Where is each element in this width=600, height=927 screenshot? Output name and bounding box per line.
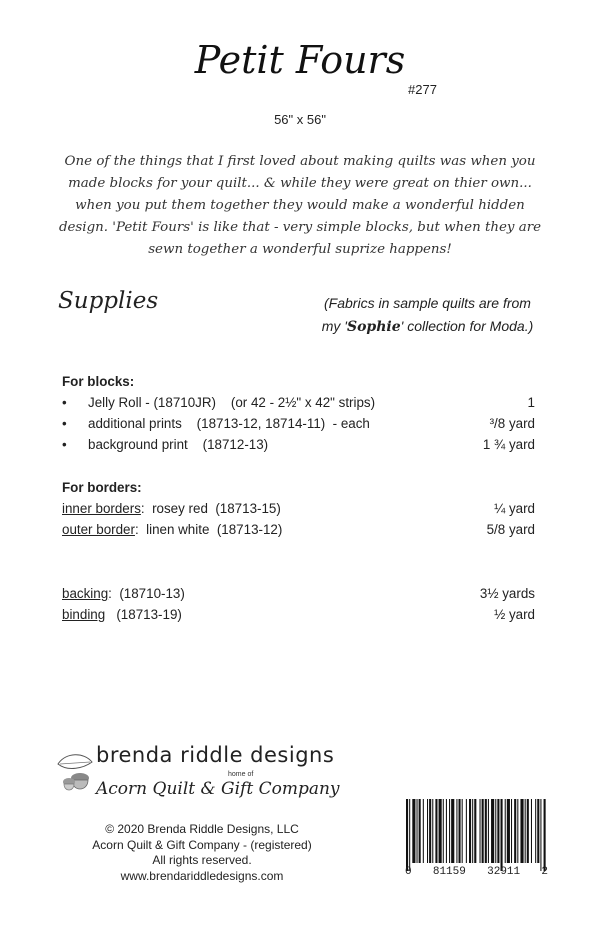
barcode-bar — [406, 799, 408, 871]
barcode-bar — [456, 799, 457, 863]
fabric-note-brand: Sophie — [346, 319, 401, 335]
barcode-bar — [409, 799, 410, 871]
fabric-note — [300, 292, 555, 339]
barcode-bar — [535, 799, 536, 863]
supply-label-underlined: outer border — [62, 522, 135, 537]
blocks-heading: For blocks: — [62, 374, 135, 389]
barcode-bar — [432, 799, 433, 863]
supply-label: background print (18712-13) — [88, 437, 269, 452]
supply-amount: 1 ¾ yard — [482, 437, 535, 452]
pattern-number: #277 — [408, 82, 437, 97]
barcode-bar — [439, 799, 442, 863]
barcode-bar — [419, 799, 421, 863]
barcode-bar — [520, 799, 523, 863]
supply-amount: 1 — [527, 395, 535, 410]
barcode-bar — [459, 799, 461, 863]
barcode-bar — [517, 799, 518, 863]
supplies-heading: Supplies — [58, 288, 159, 314]
barcode-bar — [435, 799, 437, 863]
copyright-block — [82, 822, 322, 884]
logo-brand-name: brenda riddle designs — [96, 743, 335, 767]
logo-company-name: Acorn Quilt & Gift Company — [96, 779, 340, 799]
pattern-title: Petit Fours — [194, 38, 406, 82]
copyright-line: © 2020 Brenda Riddle Designs, LLC — [105, 822, 299, 836]
barcode-bar — [451, 799, 454, 863]
list-item — [62, 604, 535, 625]
barcode-bar — [417, 799, 418, 863]
fabric-note-line1: (Fabrics in sample quilts are from — [324, 295, 531, 311]
supply-amount: ½ yard — [494, 607, 535, 622]
barcode-bar — [514, 799, 516, 863]
barcode-bar — [472, 799, 473, 863]
list-item — [62, 413, 535, 434]
list-item — [62, 519, 535, 540]
fabric-note-line2 — [300, 315, 555, 339]
barcode-bar — [531, 799, 532, 863]
supply-label: additional prints (18713-12, 18714-11) - each — [88, 416, 370, 431]
bullet: • — [62, 395, 67, 410]
barcode-bar — [423, 799, 424, 863]
barcode-bar — [505, 799, 506, 863]
barcode-bar — [540, 799, 541, 871]
supply-label: : rosey red (18713-15) — [140, 501, 281, 516]
barcode-bar — [480, 799, 481, 863]
barcode-bar — [466, 799, 467, 863]
fabric-note-rest: ' collection for Moda.) — [400, 318, 534, 334]
barcode-bar — [469, 799, 471, 863]
barcode-bar — [443, 799, 444, 863]
barcode-digit-group: 81159 — [432, 866, 466, 878]
borders-heading: For borders: — [62, 480, 142, 495]
barcode-bar — [497, 799, 499, 863]
fabric-note-my: my ' — [321, 318, 347, 334]
barcode-digits — [405, 866, 548, 878]
bullet: • — [62, 437, 67, 452]
supply-amount: 5/8 yard — [486, 522, 535, 537]
bullet: • — [62, 416, 67, 431]
barcode-bar — [501, 799, 503, 871]
barcode-bar — [429, 799, 431, 863]
list-item — [62, 434, 535, 455]
supply-label: : linen white (18713-12) — [134, 522, 283, 537]
barcode-bar — [474, 799, 476, 863]
barcode-bar — [488, 799, 489, 863]
barcode-bar — [525, 799, 526, 863]
supply-label-underlined: binding — [62, 607, 106, 622]
supply-label-underlined: backing — [62, 586, 109, 601]
barcode-bar — [544, 799, 546, 871]
supply-label: : (18710-13) — [108, 586, 185, 601]
barcode-bar — [482, 799, 484, 863]
barcode-bar — [537, 799, 539, 863]
barcode-bar — [412, 799, 415, 863]
list-item — [62, 498, 535, 519]
supply-label-underlined: inner borders — [62, 501, 141, 516]
barcode-bar — [495, 799, 496, 863]
barcode-bar — [527, 799, 529, 863]
list-item — [62, 392, 535, 413]
quilt-size: 56" x 56" — [274, 112, 326, 127]
barcode-bar — [507, 799, 510, 863]
supply-label: (18713-19) — [105, 607, 182, 622]
barcode-bar — [427, 799, 428, 863]
website-link: www.brendariddledesigns.com — [120, 868, 284, 883]
barcode-bar — [511, 799, 512, 863]
barcode-bar — [446, 799, 447, 863]
supply-label: Jelly Roll - (18710JR) (or 42 - 2½" x 42" strips) — [88, 395, 376, 410]
list-item — [62, 583, 535, 604]
intro-paragraph: One of the things that I first loved about making quilts was when you made blocks for your quilt... & while they were great on thier own... when you put them together they would make a wonderful hidden design. 'Petit Fours' is like that - very simple blocks, but when they are sewn together a wonderful suprize happens! — [58, 154, 542, 257]
barcode-bar — [462, 799, 463, 863]
supply-amount: ³/8 yard — [489, 416, 535, 431]
logo-home-of: home of — [228, 771, 254, 778]
barcode-digit-group: 32911 — [487, 866, 521, 878]
copyright-line: All rights reserved. — [152, 853, 252, 867]
barcode-digit-group: 2 — [541, 866, 548, 878]
barcode-bar — [491, 799, 494, 863]
barcode-bar — [449, 799, 450, 863]
barcode-digit-group: 0 — [405, 866, 412, 878]
supply-amount: ¼ yard — [494, 501, 535, 516]
copyright-line: Acorn Quilt & Gift Company - (registered) — [92, 837, 312, 852]
supply-amount: 3½ yards — [479, 586, 535, 601]
barcode-bar — [485, 799, 487, 863]
